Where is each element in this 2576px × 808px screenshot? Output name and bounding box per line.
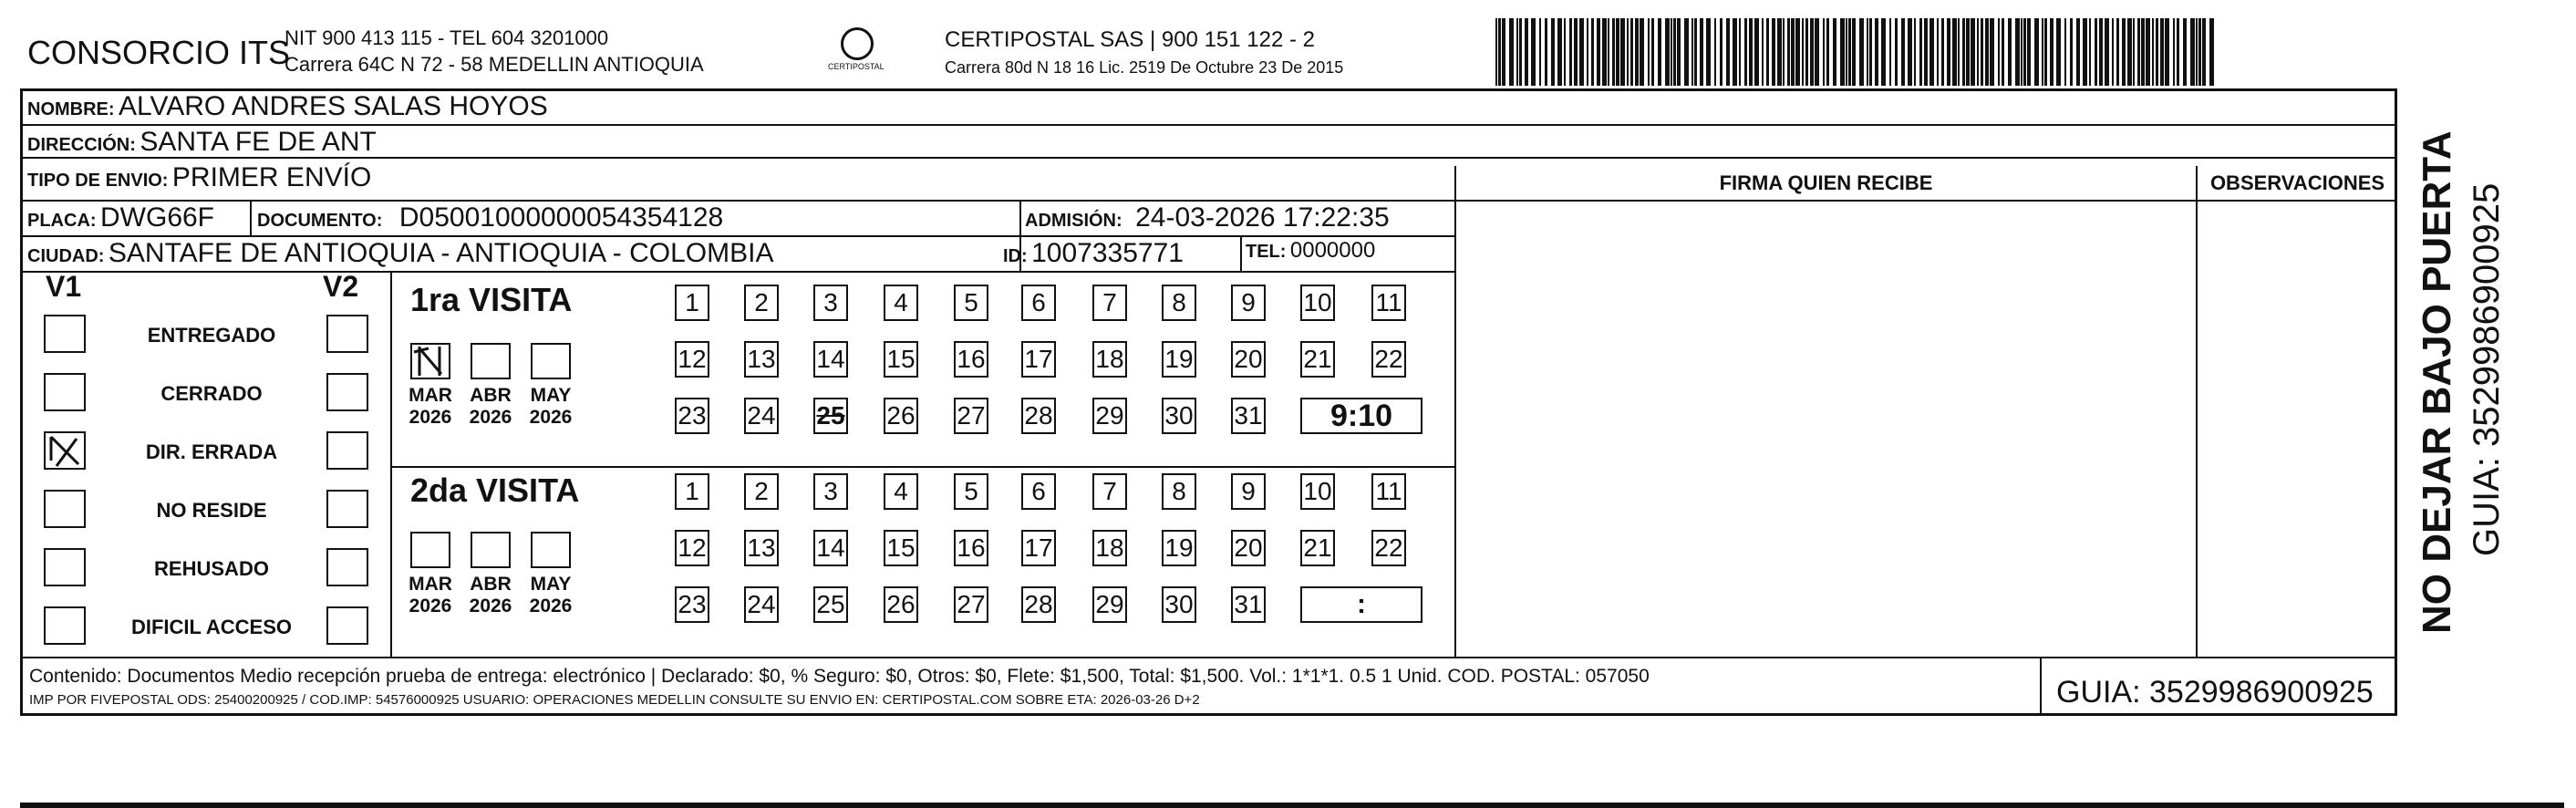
day-checkbox[interactable]: 1 (675, 285, 709, 321)
barcode-bar (1658, 18, 1661, 86)
v1-checkbox[interactable] (44, 373, 86, 411)
barcode-bar (1772, 18, 1775, 86)
v1-checkbox[interactable] (44, 431, 86, 470)
second-visit-title: 2da VISITA (410, 471, 580, 509)
month-year-label (523, 574, 578, 617)
barcode-bar (2095, 18, 2097, 86)
name-label: NOMBRE: (27, 99, 115, 119)
day-checkbox[interactable]: 7 (1092, 285, 1127, 321)
barcode-bar (1651, 18, 1654, 86)
document-cell (257, 202, 723, 233)
barcode-bar (1694, 18, 1697, 86)
barcode-bar (1966, 18, 1970, 86)
signature-header: FIRMA QUIEN RECIBE (1719, 171, 1933, 194)
barcode-bar (1787, 18, 1790, 86)
barcode-bar (2044, 18, 2047, 86)
year-label: 2026 (529, 407, 573, 428)
barcode-bar (2127, 18, 2132, 86)
v2-checkbox[interactable] (326, 490, 368, 528)
barcode-bar (2070, 18, 2073, 86)
day-checkbox[interactable]: 14 (813, 341, 848, 378)
month-label: ABR (470, 385, 512, 406)
barcode-bar (1985, 18, 1989, 86)
barcode-bar (1569, 18, 1572, 86)
barcode-bar (1733, 18, 1737, 86)
barcode-bar (1846, 18, 1847, 86)
shipment-type-label: TIPO DE ENVIO: (27, 171, 169, 191)
row-divider (20, 124, 2397, 126)
shipment-type-row (27, 162, 371, 193)
barcode-bar (2021, 18, 2023, 86)
barcode-bar (1889, 18, 1891, 86)
id-label: ID: (1003, 246, 1028, 266)
day-checkbox[interactable]: 18 (1092, 530, 1127, 566)
recipient-name: ALVARO ANDRES SALAS HOYOS (119, 91, 548, 121)
col-divider (1240, 235, 1242, 272)
day-checkbox[interactable]: 22 (1371, 341, 1406, 378)
recipient-address: SANTA FE DE ANT (140, 127, 377, 157)
barcode-bar (1498, 18, 1501, 86)
visit-divider (390, 466, 1456, 468)
document-value: D05001000000054354128 (398, 202, 724, 233)
month-label: ABR (470, 574, 512, 595)
barcode-bar (2083, 18, 2087, 86)
day-checkbox[interactable]: 20 (1231, 530, 1266, 566)
barcode-bar (1509, 18, 1514, 86)
barcode-bar (1531, 18, 1536, 86)
barcode-bar (2008, 18, 2012, 86)
day-checkbox[interactable]: 21 (1300, 341, 1335, 378)
month-checkbox[interactable] (471, 532, 511, 568)
barcode-bar (1867, 18, 1868, 86)
barcode-bar (1545, 18, 1547, 86)
barcode-bar (2056, 18, 2061, 86)
reason-label: REHUSADO (154, 557, 269, 580)
barcode-bar (1981, 18, 1983, 86)
month-year-label (463, 385, 518, 429)
day-checkbox[interactable]: 26 (884, 586, 918, 623)
barcode-bar (1937, 18, 1939, 86)
day-checkbox[interactable]: 12 (675, 530, 709, 566)
barcode-bar (1744, 18, 1747, 86)
row-divider (20, 157, 2397, 159)
admission-value: 24-03-2026 17:22:35 (1135, 202, 1390, 233)
v2-checkbox[interactable] (326, 431, 368, 470)
barcode-bar (1684, 18, 1689, 86)
barcode-bar (1998, 18, 2000, 86)
tel-cell (1246, 238, 1375, 264)
v2-header: V2 (323, 270, 359, 303)
print-details: IMP POR FIVEPOSTAL ODS: 25400200925 / COD.IMP: 54576000925 USUARIO: OPERACIONES MEDELLIN CONSULTE SU ENVIO EN: CERTIPOSTAL.COM SOBRE ETA: 2026-03-26 D+2 (29, 692, 1200, 708)
plate-value: DWG66F (100, 202, 215, 233)
id-cell (1003, 238, 1184, 269)
day-checkbox[interactable]: 5 (954, 473, 988, 510)
barcode-bar (1977, 18, 1979, 86)
barcode-bar (2089, 18, 2091, 86)
barcode-bar (1929, 18, 1934, 86)
barcode-bar (1587, 18, 1588, 86)
barcode-bar (1739, 18, 1741, 86)
city-cell (27, 238, 773, 269)
month-checkbox[interactable] (471, 343, 511, 379)
v1-checkbox[interactable] (44, 490, 86, 528)
barcode-bar (1539, 18, 1541, 86)
barcode-bar (1591, 18, 1594, 86)
signature-area[interactable] (1456, 202, 2196, 657)
barcode-bar (1519, 18, 1522, 86)
day-checkbox[interactable]: 13 (744, 530, 779, 566)
document-label: DOCUMENTO: (257, 211, 383, 231)
day-checkbox[interactable]: 9 (1231, 285, 1266, 321)
barcode-bar (2202, 18, 2206, 86)
barcode-bar (1914, 18, 1916, 86)
day-checkbox[interactable]: 30 (1162, 586, 1196, 623)
barcode-bar (1958, 18, 1960, 86)
day-checkbox[interactable]: 25 (813, 398, 848, 434)
barcode-bar (1901, 18, 1905, 86)
side-guia: GUIA: 3529986900925 (2467, 182, 2507, 556)
barcode-bar (1875, 18, 1878, 86)
day-checkbox[interactable]: 13 (744, 341, 779, 378)
day-checkbox[interactable]: 6 (1021, 473, 1056, 510)
barcode-bar (1840, 18, 1845, 86)
barcode-bar (2023, 18, 2026, 86)
name-row (27, 91, 548, 122)
barcode-bar (1627, 18, 1629, 86)
barcode-bar (1648, 18, 1650, 86)
admission-label: ADMISIÓN: (1025, 211, 1122, 231)
barcode-bar (2173, 18, 2175, 86)
barcode-bar (1881, 18, 1886, 86)
barcode-bar (1673, 18, 1676, 86)
city-label: CIUDAD: (27, 246, 105, 266)
day-checkbox[interactable]: 15 (884, 530, 918, 566)
barcode-bar (1597, 18, 1600, 86)
day-checkbox[interactable]: 11 (1371, 473, 1406, 510)
barcode-bar (1706, 18, 1711, 86)
day-checkbox[interactable]: 4 (884, 285, 918, 321)
v1-checkbox[interactable] (44, 315, 86, 353)
barcode-bar (2050, 18, 2054, 86)
barcode-bar (2198, 18, 2201, 86)
barcode-bar (1805, 18, 1808, 86)
day-checkbox[interactable]: 21 (1300, 530, 1335, 566)
barcode-bar (2116, 18, 2119, 86)
barcode-bar (2196, 18, 2198, 86)
day-checkbox[interactable]: 28 (1021, 586, 1056, 623)
company-address: Carrera 64C N 72 - 58 MEDELLIN ANTIOQUIA (284, 53, 704, 76)
reason-label: CERRADO (160, 382, 263, 405)
day-checkbox[interactable]: 30 (1162, 398, 1196, 434)
month-label: MAR (409, 385, 452, 406)
visit-time-field[interactable]: : (1300, 586, 1422, 623)
month-year-label (403, 574, 458, 617)
day-checkbox[interactable]: 29 (1092, 586, 1127, 623)
barcode-bar (1620, 18, 1625, 86)
barcode-bar (1564, 18, 1566, 86)
barcode-bar (2190, 18, 2195, 86)
reason-label: DIFICIL ACCESO (130, 616, 292, 638)
barcode-bar (1525, 18, 1528, 86)
barcode-bar (1691, 18, 1693, 86)
no-under-door-notice: NO DEJAR BAJO PUERTA (2415, 130, 2459, 634)
reason-label: NO RESIDE (156, 499, 267, 522)
barcode-bar (2105, 18, 2109, 86)
day-checkbox[interactable]: 8 (1162, 285, 1196, 321)
month-label: MAY (530, 574, 572, 595)
bottom-rule (20, 803, 2564, 808)
day-checkbox[interactable]: 28 (1021, 398, 1056, 434)
reason-label: DIR. ERRADA (145, 440, 278, 463)
barcode-bar (1616, 18, 1619, 86)
barcode-bar (2133, 18, 2135, 86)
day-checkbox[interactable]: 12 (675, 341, 709, 378)
barcode-bar (1947, 18, 1950, 86)
admission-cell (1025, 202, 1390, 233)
barcode-bar (2076, 18, 2080, 86)
barcode-bar (1602, 18, 1607, 86)
v2-checkbox[interactable] (326, 606, 368, 645)
day-checkbox[interactable]: 17 (1021, 341, 1056, 378)
barcode-bar (1791, 18, 1795, 86)
day-checkbox[interactable]: 31 (1231, 586, 1266, 623)
address-row (27, 127, 377, 158)
barcode-bar (1579, 18, 1584, 86)
year-label: 2026 (409, 407, 452, 428)
month-checkbox[interactable] (410, 532, 450, 568)
year-label: 2026 (529, 596, 573, 616)
barcode-bar (1783, 18, 1785, 86)
barcode-bar (2152, 18, 2154, 86)
shipment-type: PRIMER ENVÍO (171, 162, 372, 192)
month-checkbox[interactable] (410, 343, 450, 379)
day-checkbox[interactable]: 27 (954, 398, 988, 434)
day-checkbox[interactable]: 14 (813, 530, 848, 566)
barcode-bar (1665, 18, 1670, 86)
day-checkbox[interactable]: 31 (1231, 398, 1266, 434)
day-checkbox[interactable]: 8 (1162, 473, 1196, 510)
barcode-bar (1516, 18, 1518, 86)
barcode-bar (1714, 18, 1716, 86)
day-checkbox[interactable]: 10 (1300, 473, 1335, 510)
barcode-bar (2209, 18, 2214, 86)
col-divider (2040, 658, 2042, 716)
barcode-bar (1551, 18, 1555, 86)
plate-label: PLACA: (27, 211, 97, 231)
day-checkbox[interactable]: 20 (1231, 341, 1266, 378)
barcode-bar (1848, 18, 1851, 86)
carrier-logo-icon (841, 27, 874, 60)
barcode-bar (1869, 18, 1872, 86)
tel-value: 0000000 (1289, 238, 1376, 263)
barcode-bar (1612, 18, 1615, 86)
observations-area[interactable] (2198, 202, 2397, 657)
barcode-bar (1941, 18, 1944, 86)
first-visit-title: 1ra VISITA (410, 281, 573, 318)
barcode-bar (1833, 18, 1836, 86)
barcode-bar (1677, 18, 1681, 86)
barcode-bar (2141, 18, 2145, 86)
day-checkbox[interactable]: 22 (1371, 530, 1406, 566)
barcode-bar (1924, 18, 1928, 86)
barcode-bar (1919, 18, 1922, 86)
day-checkbox[interactable]: 16 (954, 341, 988, 378)
day-checkbox[interactable]: 25 (813, 586, 848, 623)
barcode-bar (1952, 18, 1957, 86)
day-checkbox[interactable]: 23 (675, 586, 709, 623)
address-label: DIRECCIÓN: (27, 135, 136, 155)
observations-header: OBSERVACIONES (2209, 171, 2385, 194)
month-checkbox[interactable] (531, 532, 571, 568)
barcode-bar (1766, 18, 1769, 86)
barcode-bar (2177, 18, 2179, 86)
barcode-bar (1962, 18, 1965, 86)
day-checkbox[interactable]: 15 (884, 341, 918, 378)
barcode-bar (2146, 18, 2150, 86)
barcode-bar (2034, 18, 2039, 86)
tracking-barcode (1495, 18, 2225, 86)
barcode-bar (1635, 18, 1639, 86)
day-checkbox[interactable]: 5 (954, 285, 988, 321)
col-divider (250, 200, 252, 236)
barcode-bar (2160, 18, 2164, 86)
barcode-bar (2015, 18, 2020, 86)
barcode-bar (2122, 18, 2126, 86)
carrier-license: Carrera 80d N 18 16 Lic. 2519 De Octubre 23 De 2015 (945, 58, 1344, 77)
barcode-bar (1671, 18, 1672, 86)
year-label: 2026 (409, 596, 452, 616)
day-checkbox[interactable]: 16 (954, 530, 988, 566)
day-checkbox[interactable]: 6 (1021, 285, 1056, 321)
barcode-bar (1630, 18, 1633, 86)
barcode-bar (1810, 18, 1814, 86)
day-checkbox[interactable]: 24 (744, 586, 779, 623)
v1-header: V1 (46, 270, 82, 303)
day-checkbox[interactable]: 19 (1162, 530, 1196, 566)
plate-cell (27, 202, 214, 233)
day-checkbox[interactable]: 7 (1092, 473, 1127, 510)
day-checkbox[interactable]: 10 (1300, 285, 1335, 321)
day-checkbox[interactable]: 3 (813, 285, 848, 321)
barcode-bar (1608, 18, 1609, 86)
day-checkbox[interactable]: 18 (1092, 341, 1127, 378)
tel-label: TEL: (1246, 242, 1287, 262)
day-checkbox[interactable]: 24 (744, 398, 779, 434)
barcode-bar (1726, 18, 1730, 86)
row-divider (20, 200, 2397, 202)
barcode-bar (1640, 18, 1644, 86)
day-checkbox[interactable]: 3 (813, 473, 848, 510)
month-label: MAY (530, 385, 572, 406)
day-checkbox[interactable]: 11 (1371, 285, 1406, 321)
day-checkbox[interactable]: 2 (744, 285, 779, 321)
barcode-bar (2156, 18, 2158, 86)
barcode-bar (1777, 18, 1782, 86)
day-checkbox[interactable]: 1 (675, 473, 709, 510)
v2-checkbox[interactable] (326, 315, 368, 353)
barcode-bar (1720, 18, 1723, 86)
barcode-bar (1557, 18, 1562, 86)
year-label: 2026 (469, 596, 512, 616)
v1-checkbox[interactable] (44, 606, 86, 645)
footer-guia: GUIA: 3529986900925 (2056, 675, 2374, 710)
company-name: CONSORCIO ITS (27, 34, 291, 71)
day-checkbox[interactable]: 27 (954, 586, 988, 623)
carrier-logo-text: CERTIPOSTAL (828, 62, 885, 71)
month-year-label (403, 385, 458, 429)
month-year-label (523, 385, 578, 429)
day-checkbox[interactable]: 17 (1021, 530, 1056, 566)
carrier-name: CERTIPOSTAL SAS | 900 151 122 - 2 (945, 27, 1315, 52)
barcode-bar (1823, 18, 1825, 86)
barcode-bar (1990, 18, 1994, 86)
barcode-bar (2099, 18, 2103, 86)
year-label: 2026 (469, 407, 512, 428)
barcode-bar (1762, 18, 1764, 86)
v2-checkbox[interactable] (326, 548, 368, 586)
month-label: MAR (409, 574, 452, 595)
barcode-bar (1971, 18, 1975, 86)
month-checkbox[interactable] (531, 343, 571, 379)
barcode-bar (1795, 18, 1800, 86)
day-checkbox[interactable]: 26 (884, 398, 918, 434)
barcode-bar (2112, 18, 2114, 86)
barcode-bar (1754, 18, 1759, 86)
col-divider (390, 271, 392, 658)
city-value: SANTAFE DE ANTIOQUIA - ANTIOQUIA - COLOMBIA (108, 238, 774, 268)
barcode-bar (1815, 18, 1819, 86)
day-checkbox[interactable]: 19 (1162, 341, 1196, 378)
barcode-bar (2002, 18, 2004, 86)
barcode-bar (2042, 18, 2043, 86)
barcode-bar (1895, 18, 1898, 86)
day-checkbox[interactable]: 2 (744, 473, 779, 510)
barcode-bar (1908, 18, 1912, 86)
barcode-bar (2137, 18, 2140, 86)
content-details: Contenido: Documentos Medio recepción prueba de entrega: electrónico | Declarado: $0, % Seguro: $0, Otros: $0, Flete: $1,500, Total: $1,500. Vol.: 1*1*1. 0.5 1 Unid. COD. POSTAL: 057050 (29, 666, 1650, 687)
v1-checkbox[interactable] (44, 548, 86, 586)
day-checkbox[interactable]: 23 (675, 398, 709, 434)
barcode-bar (1700, 18, 1703, 86)
barcode-bar (2064, 18, 2066, 86)
barcode-bar (1852, 18, 1856, 86)
day-checkbox[interactable]: 29 (1092, 398, 1127, 434)
barcode-bar (1826, 18, 1829, 86)
barcode-bar (1802, 18, 1804, 86)
barcode-bar (1749, 18, 1753, 86)
barcode-bar (2183, 18, 2187, 86)
barcode-bar (1859, 18, 1864, 86)
v2-checkbox[interactable] (326, 373, 368, 411)
barcode-bar (1502, 18, 1505, 86)
day-checkbox[interactable]: 9 (1231, 473, 1266, 510)
visit-time-field[interactable]: 9:10 (1300, 398, 1422, 434)
day-checkbox[interactable]: 4 (884, 473, 918, 510)
reason-label: ENTREGADO (147, 324, 276, 347)
barcode-bar (1495, 18, 1497, 86)
month-year-label (463, 574, 518, 617)
id-value: 1007335771 (1031, 238, 1184, 268)
barcode-bar (2027, 18, 2031, 86)
barcode-bar (2165, 18, 2169, 86)
company-nit: NIT 900 413 115 - TEL 604 3201000 (284, 26, 609, 49)
barcode-bar (1574, 18, 1578, 86)
